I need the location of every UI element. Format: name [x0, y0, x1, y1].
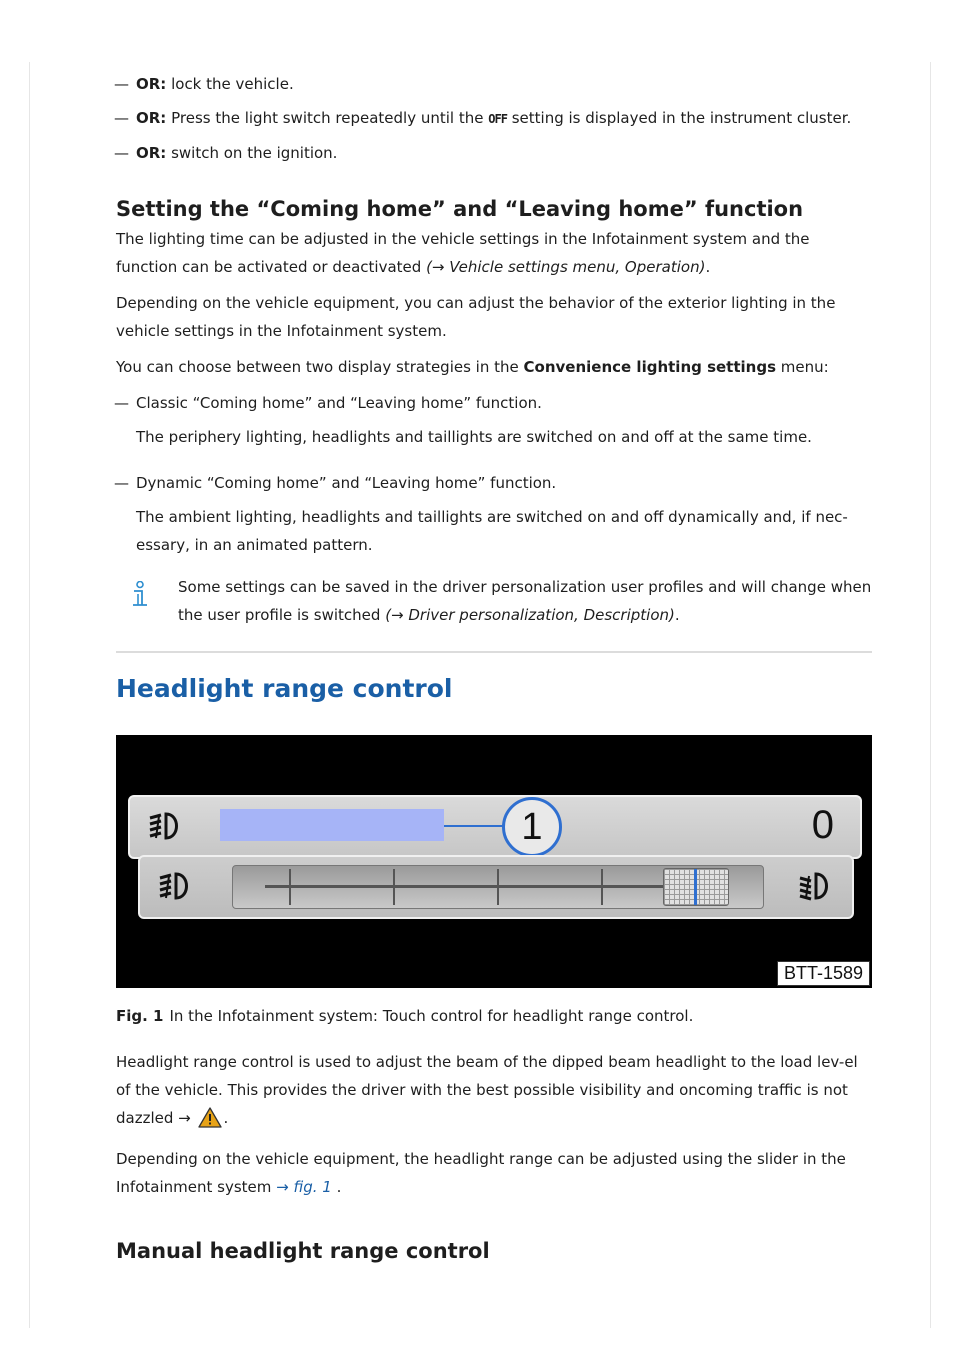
headlight-icon: [156, 868, 196, 904]
figure-label: Fig. 1: [116, 1007, 164, 1025]
list-text: switch on the ignition.: [171, 144, 338, 162]
info-note: Some settings can be saved in the driver personalization user profiles and will change when the user profile is switched (→ Driver personalization, Description).: [116, 573, 872, 629]
slider-tick: [497, 869, 499, 905]
page-edge-right: [930, 62, 931, 1328]
slider-line: [265, 885, 707, 888]
paragraph: Headlight range control is used to adjust the beam of the dipped beam headlight to the load lev-el of the vehicle. This provides the driver with the best possible visibility and oncoming traffic is not dazzled → .: [116, 1048, 872, 1137]
headlight-slider-panel: [138, 855, 854, 919]
headlight-display-panel: [128, 795, 862, 859]
range-indicator-bar: [220, 809, 444, 841]
figure-headlight-control: [116, 735, 872, 988]
off-symbol: OFF: [488, 112, 507, 126]
dash-marker: —: [114, 394, 129, 412]
paragraph: Depending on the vehicle equipment, you can adjust the behavior of the exterior lighting in the vehicle settings in the Infotainment system.: [116, 294, 836, 340]
dash-marker: —: [114, 109, 129, 127]
option-title: Dynamic “Coming home” and “Leaving home” function.: [136, 474, 557, 492]
option-description: The ambient lighting, headlights and taillights are switched on and off dynamically and, if nec-essary, in an animated pattern.: [136, 508, 848, 554]
option-description: The periphery lighting, headlights and taillights are switched on and off at the same time.: [136, 428, 812, 446]
list-text: Press the light switch repeatedly until the: [171, 109, 484, 127]
figure-code: BTT-1589: [777, 961, 870, 986]
section-divider: [116, 651, 872, 653]
headlight-icon: [796, 868, 836, 904]
range-value: 0: [811, 803, 834, 847]
or-label: OR:: [136, 144, 167, 162]
list-item: [116, 139, 872, 167]
option-title: Classic “Coming home” and “Leaving home” function.: [136, 394, 542, 412]
slider-tick: [289, 869, 291, 905]
paragraph: The lighting time can be adjusted in the vehicle settings in the Infotainment system and the function can be activated or deactivated (→ Vehicle settings menu, Operation).: [116, 230, 810, 276]
option-item: [116, 469, 872, 497]
dash-marker: —: [114, 75, 129, 93]
list-item: [116, 104, 872, 133]
section-heading-headlight: Headlight range control: [116, 674, 453, 703]
warning-icon[interactable]: [198, 1107, 222, 1137]
headlight-range-slider[interactable]: [232, 865, 764, 909]
paragraph: You can choose between two display strategies in the Convenience lighting settings menu:: [116, 358, 829, 376]
slider-tick: [601, 869, 603, 905]
list-text: lock the vehicle.: [171, 75, 294, 93]
list-text: setting is displayed in the instrument cluster.: [511, 109, 852, 127]
or-label: OR:: [136, 109, 167, 127]
arrow-reference[interactable]: →: [178, 1109, 191, 1127]
paragraph: Depending on the vehicle equipment, the headlight range can be adjusted using the slider in the Infotainment system → fig. 1 .: [116, 1150, 846, 1196]
section-heading-manual: Manual headlight range control: [116, 1239, 490, 1263]
page-edge-left: [29, 62, 30, 1328]
headlight-icon: [146, 808, 186, 844]
figure-caption: Fig. 1 In the Infotainment system: Touch control for headlight range control.: [116, 1007, 694, 1025]
option-item: [116, 389, 872, 417]
section-heading-coming-home: Setting the “Coming home” and “Leaving home” function: [116, 197, 804, 221]
callout-leader-line: [444, 825, 504, 827]
cross-reference[interactable]: (→ Vehicle settings menu, Operation): [426, 258, 706, 276]
slider-handle[interactable]: [663, 868, 729, 906]
dash-marker: —: [114, 474, 129, 492]
figure-reference[interactable]: → fig. 1: [276, 1178, 332, 1196]
menu-name: Convenience lighting settings: [523, 358, 777, 376]
list-item: [116, 70, 872, 98]
dash-marker: —: [114, 144, 129, 162]
page-content: [116, 70, 872, 1267]
cross-reference[interactable]: (→ Driver personalization, Description): [385, 606, 675, 624]
info-icon: [130, 581, 150, 613]
callout-number: 1: [502, 797, 562, 857]
or-label: OR:: [136, 75, 167, 93]
slider-tick: [393, 869, 395, 905]
slider-handle-marker: [694, 869, 697, 905]
